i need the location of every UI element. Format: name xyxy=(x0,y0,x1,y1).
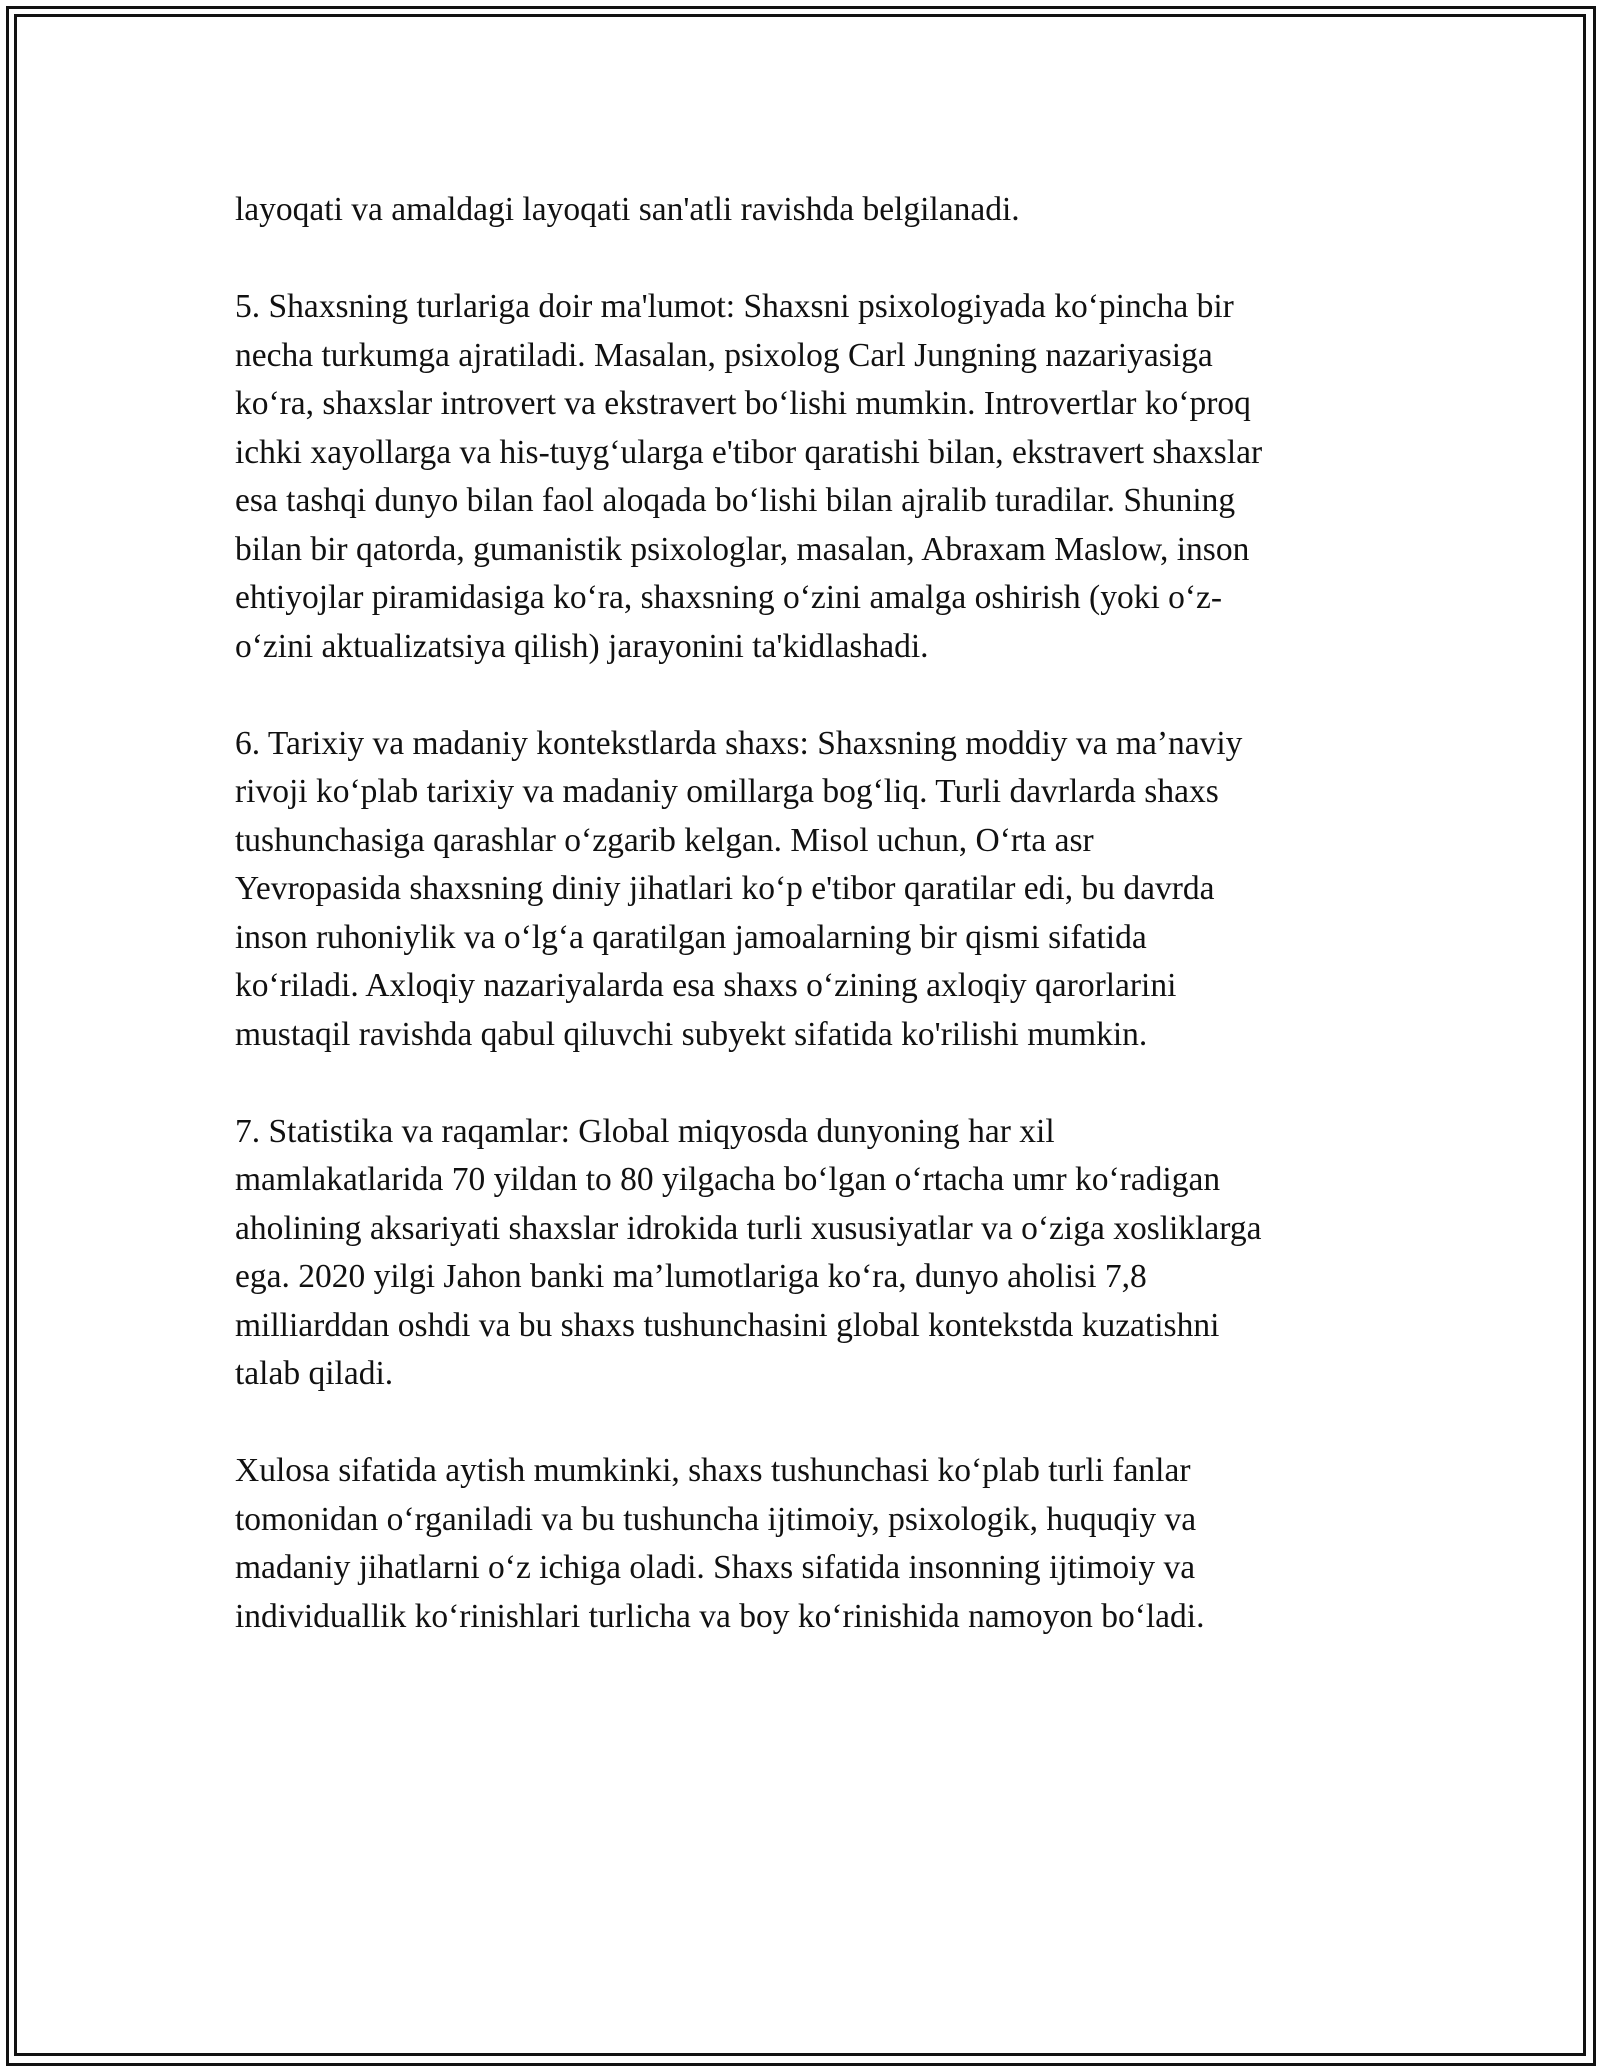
text-line: koʻra, shaxslar introvert va ekstravert boʻlishi mumkin. Introvertlar koʻproq xyxy=(235,385,1251,422)
paragraph-historical-context xyxy=(235,720,1365,1060)
text-line: mustaqil ravishda qabul qiluvchi subyekt sifatida ko'rilishi mumkin. xyxy=(235,1015,1148,1053)
text-line: individuallik koʻrinishlari turlicha va boy koʻrinishida namoyon boʻladi. xyxy=(235,1597,1205,1635)
text-line: 5. Shaxsning turlariga doir ma'lumot: Shaxsni psixologiyada koʻpincha bir xyxy=(235,288,1234,325)
text-line: ega. 2020 yilgi Jahon banki ma’lumotlariga koʻra, dunyo aholisi 7,8 xyxy=(235,1258,1147,1295)
paragraph-personality-types xyxy=(235,283,1365,671)
paragraph-statistics xyxy=(235,1108,1365,1399)
text-line: Yevropasida shaxsning diniy jihatlari koʻp e'tibor qaratilar edi, bu davrda xyxy=(235,870,1215,907)
text-line: oʻzini aktualizatsiya qilish) jarayonini ta'kidlashadi. xyxy=(235,627,929,665)
text-line: aholining aksariyati shaxslar idrokida turli xususiyatlar va oʻziga xosliklarga xyxy=(235,1209,1262,1247)
text-line: necha turkumga ajratiladi. Masalan, psixolog Carl Jungning nazariyasiga xyxy=(235,336,1213,374)
paragraph-conclusion xyxy=(235,1447,1365,1641)
text-line: talab qiladi. xyxy=(235,1355,394,1392)
text-line: ehtiyojlar piramidasiga koʻra, shaxsning oʻzini amalga oshirish (yoki oʻz- xyxy=(235,579,1223,616)
text-line: milliarddan oshdi va bu shaxs tushunchasini global kontekstda kuzatishni xyxy=(235,1306,1220,1344)
text-line: esa tashqi dunyo bilan faol aloqada boʻlishi bilan ajralib turadilar. Shuning xyxy=(235,482,1236,519)
text-line: 7. Statistika va raqamlar: Global miqyosda dunyoning har xil xyxy=(235,1112,1055,1150)
text-line: layoqati va amaldagi layoqati san'atli ravishda belgilanadi. xyxy=(235,191,1020,228)
text-line: mamlakatlarida 70 yildan to 80 yilgacha boʻlgan oʻrtacha umr koʻradigan xyxy=(235,1161,1221,1198)
text-line: ichki xayollarga va his-tuygʻularga e'tibor qaratishi bilan, ekstravert shaxslar xyxy=(235,433,1263,471)
text-line: tomonidan oʻrganiladi va bu tushuncha ijtimoiy, psixologik, huquqiy va xyxy=(235,1500,1197,1538)
paragraph-continuation xyxy=(235,186,1365,235)
text-line: rivoji koʻplab tarixiy va madaniy omillarga bogʻliq. Turli davrlarda shaxs xyxy=(235,773,1219,810)
document-body xyxy=(235,186,1365,1690)
text-line: inson ruhoniylik va oʻlgʻa qaratilgan jamoalarning bir qismi sifatida xyxy=(235,918,1147,956)
text-line: bilan bir qatorda, gumanistik psixologlar, masalan, Abraxam Maslow, inson xyxy=(235,530,1250,568)
text-line: 6. Tarixiy va madaniy kontekstlarda shaxs: Shaxsning moddiy va ma’naviy xyxy=(235,724,1243,762)
text-line: tushunchasiga qarashlar oʻzgarib kelgan. Misol uchun, Oʻrta asr xyxy=(235,821,1094,859)
text-line: koʻriladi. Axloqiy nazariyalarda esa shaxs oʻzining axloqiy qarorlarini xyxy=(235,967,1177,1004)
text-line: madaniy jihatlarni oʻz ichiga oladi. Shaxs sifatida insonning ijtimoiy va xyxy=(235,1549,1196,1586)
text-line: Xulosa sifatida aytish mumkinki, shaxs tushunchasi koʻplab turli fanlar xyxy=(235,1452,1191,1489)
